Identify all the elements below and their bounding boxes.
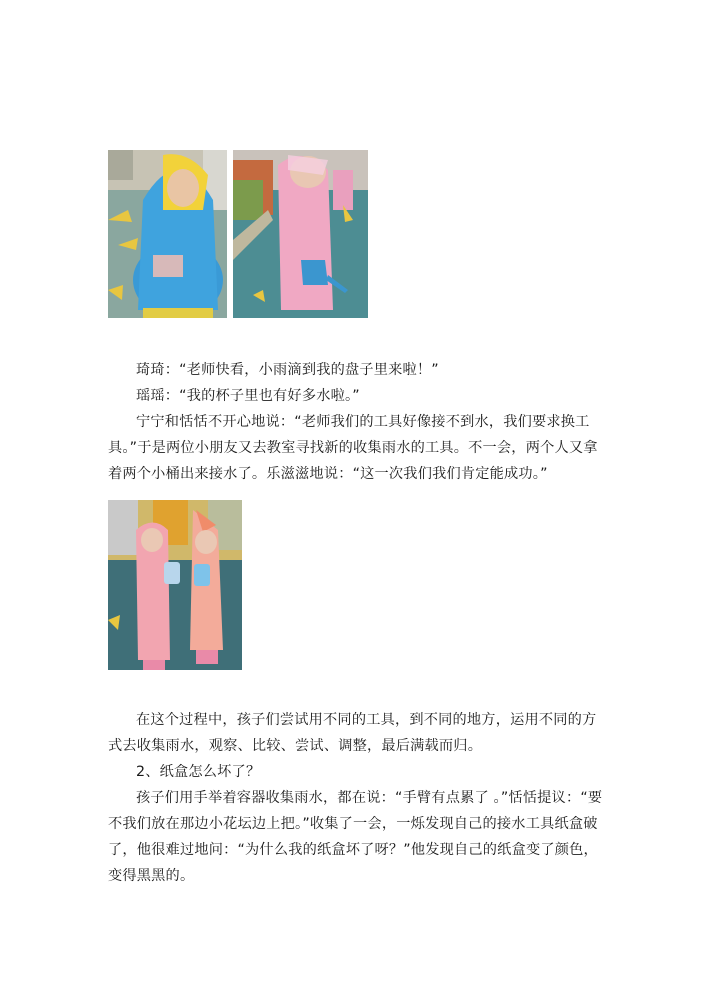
photo-child-pink-raincoat-watering-can (233, 150, 368, 318)
paragraph-qiqi-quote: 琦琦：“老师快看，小雨滴到我的盘子里来啦！” (136, 362, 439, 378)
paragraph-yaoyao-quote: 瑶瑶：“我的杯子里也有好多水啦。” (136, 388, 360, 404)
paragraph-ningning-tiantian: 宁宁和恬恬不开心地说：“老师我们的工具好像接不到水，我们要求换工具。”于是两位小朋友又去教室寻找新的收集雨水的工具。不一会，两个人又拿着两个小桶出来接水了。乐滋滋地说：“这一次我们我们肯定能成功。” (108, 414, 598, 482)
paragraph-paper-box-story: 孩子们用手举着容器收集雨水，都在说：“手臂有点累了 。”恬恬提议：“要不我们放在那边小花坛边上把。”收集了一会，一烁发现自己的接水工具纸盒破了，他很难过地问：“为什么我的纸盒坏了呀？”他发现自己的纸盒变了颜色，变得黑黑的。 (108, 790, 603, 884)
photo-child-blue-raincoat (108, 150, 227, 318)
photo-two-children-buckets (108, 500, 242, 670)
section-heading-paper-box: 2、纸盒怎么坏了？ (136, 764, 261, 780)
paragraph-process-summary: 在这个过程中，孩子们尝试用不同的工具，到不同的地方，运用不同的方式去收集雨水，观察、比较、尝试、调整，最后满载而归。 (108, 712, 597, 754)
